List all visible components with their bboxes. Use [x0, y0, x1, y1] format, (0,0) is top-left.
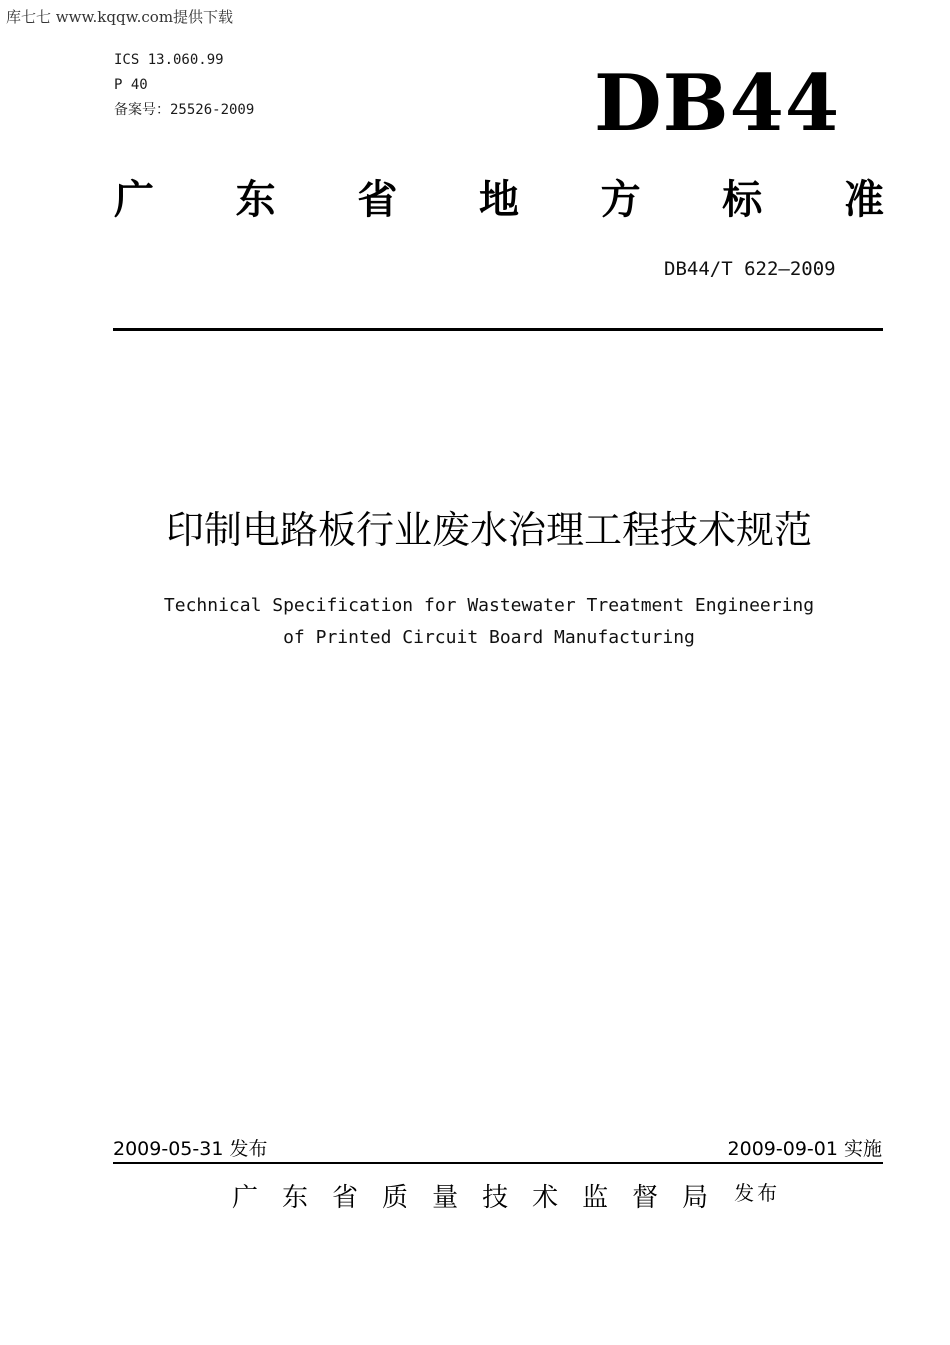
top-divider: [113, 328, 883, 331]
ics-code: ICS 13.060.99: [114, 52, 224, 68]
english-title: [0, 590, 950, 654]
publisher-char: 量: [432, 1183, 459, 1213]
publisher-line: [232, 1180, 780, 1216]
publisher-char: 督: [632, 1183, 659, 1213]
category-code: P 40: [114, 77, 148, 93]
doc-type-char: 地: [478, 177, 519, 223]
record-number: 备案号：25526-2009: [114, 102, 255, 118]
english-title-line-1: Technical Specification for Wastewater Treatment Engineering: [163, 595, 815, 616]
english-title-line-2: of Printed Circuit Board Manufacturing: [283, 627, 695, 648]
standard-logo-db44: DB44: [594, 58, 841, 149]
publisher-char: 术: [532, 1183, 559, 1213]
doc-type-char: 准: [843, 177, 884, 223]
publisher-char: 广: [232, 1183, 259, 1213]
publisher-char: 省: [332, 1183, 359, 1213]
publisher-char: 东: [282, 1183, 309, 1213]
publisher-suffix: 发布: [734, 1181, 781, 1205]
publisher-name: [232, 1180, 708, 1216]
publisher-char: 监: [582, 1183, 609, 1213]
publisher-char: 质: [382, 1183, 409, 1213]
doc-type-char: 标: [722, 177, 763, 223]
metadata-block: [114, 48, 254, 123]
publisher-char: 技: [482, 1183, 509, 1213]
publisher-char: 局: [682, 1183, 709, 1213]
watermark-text: 库七七 www.kqqw.com提供下载: [6, 8, 234, 26]
effective-date: 2009-09-01 实施: [727, 1138, 882, 1160]
issue-date: 2009-05-31 发布: [113, 1138, 268, 1160]
doc-type-char: 东: [235, 177, 276, 223]
doc-type-char: 省: [357, 177, 398, 223]
bottom-divider: [113, 1162, 883, 1164]
doc-type-heading: [114, 172, 884, 228]
doc-type-char: 方: [600, 177, 641, 223]
document-number: DB44/T 622—2009: [664, 258, 836, 280]
doc-type-char: 广: [114, 177, 154, 223]
chinese-title: 印制电路板行业废水治理工程技术规范: [165, 508, 812, 552]
